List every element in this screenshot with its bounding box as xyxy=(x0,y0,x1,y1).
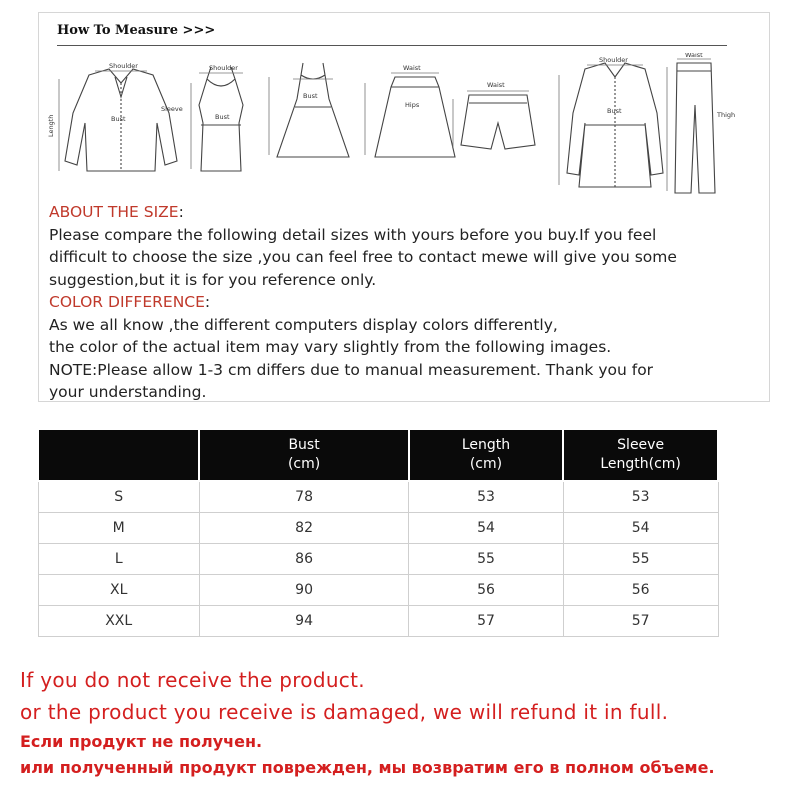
bust-cell: 90 xyxy=(199,575,408,606)
sleeve-cell: 53 xyxy=(563,481,718,513)
about-colon: : xyxy=(178,203,184,221)
size-table-header xyxy=(38,429,718,481)
color-line-1: As we all know ,the different computers display colors differently, xyxy=(49,315,558,334)
size-cell: M xyxy=(38,513,199,544)
coat-figure xyxy=(567,63,663,187)
notice-line-en-2: or the product you receive is damaged, we will refund it in full. xyxy=(20,700,669,724)
about-line-1: Please compare the following detail sizes with yours before you buy.If you feel xyxy=(49,225,657,244)
label-waist-3: Waist xyxy=(685,53,703,59)
note-line-1: NOTE:Please allow 1-3 cm differs due to manual measurement. Thank you for xyxy=(49,360,654,379)
about-line-2: difficult to choose the size ,you can feel free to contact mewe will give you some xyxy=(49,248,677,266)
length-cell: 57 xyxy=(409,606,564,637)
trousers-figure xyxy=(675,63,715,193)
table-row xyxy=(38,606,718,637)
bust-cell: 82 xyxy=(199,513,408,544)
color-heading-line xyxy=(49,291,749,314)
length-cell: 55 xyxy=(409,544,564,575)
header-bust: Bust (cm) xyxy=(199,429,408,481)
header-size xyxy=(38,429,199,481)
size-cell: L xyxy=(38,544,199,575)
color-difference-heading: COLOR DIFFERENCE xyxy=(49,293,205,311)
title-divider xyxy=(57,45,727,46)
label-bust-2: Bust xyxy=(215,113,230,121)
measurement-figures xyxy=(39,53,769,203)
garment-diagrams xyxy=(39,53,769,203)
note-line-2: your understanding. xyxy=(49,383,207,401)
label-waist-1: Waist xyxy=(403,64,421,72)
sleeve-cell: 55 xyxy=(563,544,718,575)
notice-line-ru-2: или полученный продукт поврежден, мы возвратим его в полном объеме. xyxy=(20,758,715,777)
label-bust-4: Bust xyxy=(607,107,622,115)
length-cell: 53 xyxy=(409,481,564,513)
color-colon: : xyxy=(204,293,211,311)
label-sleeve-1: Sleeve xyxy=(161,105,183,113)
table-row xyxy=(38,513,718,544)
label-bust-3: Bust xyxy=(303,92,318,100)
label-hips-1: Hips xyxy=(405,101,420,109)
bust-cell: 78 xyxy=(199,481,408,513)
notice-line-ru-1: Если продукт не получен. xyxy=(20,732,263,751)
how-to-measure-panel xyxy=(38,12,770,402)
label-length-1: Length xyxy=(47,114,55,137)
size-chart-table xyxy=(37,428,719,637)
size-cell: XL xyxy=(38,575,199,606)
skirt-figure xyxy=(375,77,455,157)
shorts-figure xyxy=(461,95,535,149)
bust-cell: 94 xyxy=(199,606,408,637)
label-shoulder-2: Shoulder xyxy=(209,64,238,72)
bust-cell: 86 xyxy=(199,544,408,575)
about-size-heading: ABOUT THE SIZE xyxy=(49,203,179,221)
table-row xyxy=(38,575,718,606)
table-row xyxy=(38,481,718,513)
measure-title: How To Measure >>> xyxy=(57,23,216,38)
label-shoulder-1: Shoulder xyxy=(109,62,138,70)
sleeve-cell: 57 xyxy=(563,606,718,637)
label-waist-2: Waist xyxy=(487,81,505,89)
about-heading-line xyxy=(49,201,749,224)
table-row xyxy=(38,544,718,575)
size-cell: XXL xyxy=(38,606,199,637)
size-cell: S xyxy=(38,481,199,513)
color-line-2: the color of the actual item may vary slightly from the following images. xyxy=(49,338,612,356)
header-sleeve-length: Sleeve Length(cm) xyxy=(563,429,718,481)
sleeve-cell: 54 xyxy=(563,513,718,544)
label-bust-1: Bust xyxy=(111,115,126,123)
header-length: Length (cm) xyxy=(409,429,564,481)
length-cell: 54 xyxy=(409,513,564,544)
sleeve-cell: 56 xyxy=(563,575,718,606)
notice-line-en-1: If you do not receive the product. xyxy=(20,668,365,692)
label-shoulder-3: Shoulder xyxy=(599,56,628,64)
length-cell: 56 xyxy=(409,575,564,606)
label-thigh: Thigh xyxy=(717,111,736,119)
size-info-text xyxy=(49,201,749,404)
about-line-3: suggestion,but it is for you reference only. xyxy=(49,270,377,289)
strap-dress-figure xyxy=(277,63,349,157)
